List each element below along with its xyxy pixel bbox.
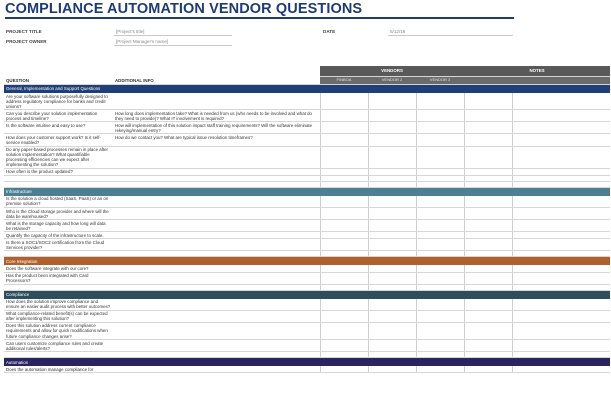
vendor-1-cell[interactable] bbox=[320, 232, 368, 239]
section-title: General, Implementation and Support Questions bbox=[4, 85, 610, 94]
notes-cell-2[interactable] bbox=[512, 310, 610, 322]
additional-info-cell[interactable] bbox=[113, 299, 320, 311]
vendor-1-cell[interactable] bbox=[320, 220, 368, 232]
table-row bbox=[4, 239, 610, 251]
question-cell: How often is the product updated? bbox=[4, 168, 113, 175]
section-header bbox=[4, 187, 610, 196]
notes-cell-2[interactable] bbox=[512, 134, 610, 146]
date-underline bbox=[388, 35, 513, 36]
vendor-3-cell[interactable] bbox=[416, 272, 464, 284]
vendor-2-cell[interactable] bbox=[368, 239, 416, 251]
table-row bbox=[4, 366, 610, 373]
notes-cell-2[interactable] bbox=[512, 272, 610, 284]
vendor-2-cell[interactable] bbox=[368, 340, 416, 352]
vendor-3-cell[interactable] bbox=[416, 146, 464, 168]
notes-cell[interactable] bbox=[464, 322, 512, 339]
vendor-1-cell[interactable] bbox=[320, 134, 368, 146]
notes-cell-2[interactable] bbox=[512, 220, 610, 232]
vendor-3-cell[interactable] bbox=[416, 299, 464, 311]
notes-cell[interactable] bbox=[464, 220, 512, 232]
additional-info-cell[interactable]: How will implementation of this solution impact staff training requirements? Will the software eliminate rekeying/manual entry? bbox=[113, 122, 320, 134]
question-cell: Can you describe your solution implementation process and timeline? bbox=[4, 110, 113, 122]
notes-cell[interactable] bbox=[464, 122, 512, 134]
vendor-1-cell[interactable] bbox=[320, 93, 368, 110]
date-field[interactable]: 5/12/18 bbox=[390, 29, 406, 34]
notes-cell[interactable] bbox=[464, 232, 512, 239]
vendor-1-cell[interactable] bbox=[320, 196, 368, 208]
vendor-2-cell[interactable] bbox=[368, 322, 416, 339]
vendor-3-cell[interactable] bbox=[416, 134, 464, 146]
additional-info-cell[interactable] bbox=[113, 146, 320, 168]
question-header: QUESTION bbox=[4, 66, 113, 85]
vendor-1-cell[interactable] bbox=[320, 299, 368, 311]
question-cell: Does the automation manage compliance for bbox=[4, 366, 113, 373]
vendor-3-cell[interactable] bbox=[416, 366, 464, 373]
table-row bbox=[4, 322, 610, 339]
question-cell: Is the software intuitive and easy to use? bbox=[4, 122, 113, 134]
notes-cell[interactable] bbox=[464, 340, 512, 352]
table-row bbox=[4, 196, 610, 208]
vendor-3-cell[interactable] bbox=[416, 232, 464, 239]
table-row bbox=[4, 220, 610, 232]
vendor-2-cell[interactable] bbox=[368, 220, 416, 232]
vendor-2-cell[interactable] bbox=[368, 310, 416, 322]
vendor-1-cell[interactable] bbox=[320, 366, 368, 373]
notes-cell-2[interactable] bbox=[512, 93, 610, 110]
vendors-header: VENDORS bbox=[320, 66, 464, 77]
table-row bbox=[4, 208, 610, 220]
notes-cell-2[interactable] bbox=[512, 299, 610, 311]
notes-cell[interactable] bbox=[464, 299, 512, 311]
vendor-2-header: VENDOR 2 bbox=[368, 77, 416, 85]
notes-cell[interactable] bbox=[464, 196, 512, 208]
vendor-1-cell[interactable] bbox=[320, 310, 368, 322]
vendor-2-cell[interactable] bbox=[368, 122, 416, 134]
notes-cell-2[interactable] bbox=[512, 322, 610, 339]
notes-cell[interactable] bbox=[464, 93, 512, 110]
vendor-2-cell[interactable] bbox=[368, 272, 416, 284]
question-cell: Does the software integrate with our core? bbox=[4, 265, 113, 272]
notes-cell-2[interactable] bbox=[512, 208, 610, 220]
additional-info-cell[interactable] bbox=[113, 220, 320, 232]
vendor-3-cell[interactable] bbox=[416, 310, 464, 322]
table-row bbox=[4, 122, 610, 134]
vendor-1-cell[interactable] bbox=[320, 208, 368, 220]
date-label: DATE bbox=[323, 29, 336, 34]
notes-cell[interactable] bbox=[464, 208, 512, 220]
question-cell: Do any paper-based processes remain in place after solution implementation? What quantifiable processing efficiencies can we expect after implementing the solution? bbox=[4, 146, 113, 168]
notes-cell[interactable] bbox=[464, 146, 512, 168]
table-row bbox=[4, 272, 610, 284]
additional-info-cell[interactable] bbox=[113, 208, 320, 220]
table-row bbox=[4, 134, 610, 146]
notes-cell-2[interactable] bbox=[512, 168, 610, 175]
table-row bbox=[4, 146, 610, 168]
table-row bbox=[4, 93, 610, 110]
project-title-field[interactable]: [Project's title] bbox=[116, 29, 145, 34]
vendor-3-cell[interactable] bbox=[416, 239, 464, 251]
notes-cell[interactable] bbox=[464, 110, 512, 122]
section-header bbox=[4, 85, 610, 94]
question-cell: Are your software solutions purposefully designed to address regulatory compliance for banks and credit unions? bbox=[4, 93, 113, 110]
table-row bbox=[4, 299, 610, 311]
project-owner-label: PROJECT OWNER bbox=[6, 39, 47, 44]
notes-cell[interactable] bbox=[464, 310, 512, 322]
additional-info-cell[interactable] bbox=[113, 232, 320, 239]
notes-cell[interactable] bbox=[464, 134, 512, 146]
vendor-1-cell[interactable] bbox=[320, 340, 368, 352]
question-cell: Is there a SOC1/SOC2 certification from the Cloud Services provider? bbox=[4, 239, 113, 251]
vendor-3-cell[interactable] bbox=[416, 122, 464, 134]
table-row bbox=[4, 310, 610, 322]
question-cell: Can users customize compliance rules and create additional rules/alerts? bbox=[4, 340, 113, 352]
section-header bbox=[4, 358, 610, 367]
vendor-3-cell[interactable] bbox=[416, 322, 464, 339]
project-title-underline bbox=[114, 35, 232, 36]
vendor-1-cell[interactable] bbox=[320, 122, 368, 134]
section-title: Core Integration bbox=[4, 257, 610, 266]
additional-info-cell[interactable]: How long does implementation take? What is needed from us (who needs to be involved and what do they need to provide)? What IT involvement is required? bbox=[113, 110, 320, 122]
table-row bbox=[4, 168, 610, 175]
question-cell: Does this solution address current compliance requirements and allow for quick modifications when future compliance changes arise? bbox=[4, 322, 113, 339]
notes-cell[interactable] bbox=[464, 272, 512, 284]
vendor-questions-table bbox=[4, 66, 610, 373]
question-cell: How does your customer support work? Is it self-service enabled? bbox=[4, 134, 113, 146]
table-row bbox=[4, 110, 610, 122]
vendor-3-cell[interactable] bbox=[416, 220, 464, 232]
notes-cell-2[interactable] bbox=[512, 340, 610, 352]
question-cell: Quantify the capacity of the infrastructure to scale. bbox=[4, 232, 113, 239]
page-title: COMPLIANCE AUTOMATION VENDOR QUESTIONS bbox=[5, 1, 363, 17]
additional-info-cell[interactable] bbox=[113, 340, 320, 352]
notes-cell-2[interactable] bbox=[512, 146, 610, 168]
section-title: Automation bbox=[4, 358, 610, 367]
question-cell: Has the product been integrated with Card Processors? bbox=[4, 272, 113, 284]
vendor-1-cell[interactable] bbox=[320, 168, 368, 175]
notes-cell-2[interactable] bbox=[512, 196, 610, 208]
vendor-3-cell[interactable] bbox=[416, 196, 464, 208]
notes-subheader bbox=[464, 77, 512, 85]
additional-info-cell[interactable] bbox=[113, 168, 320, 175]
project-owner-underline bbox=[114, 45, 232, 46]
vendor-2-cell[interactable] bbox=[368, 299, 416, 311]
vendor-2-cell[interactable] bbox=[368, 93, 416, 110]
question-cell: What compliance-related benefit(s) can be expected after implementing this solution? bbox=[4, 310, 113, 322]
vendor-2-cell[interactable] bbox=[368, 208, 416, 220]
notes-header: NOTES bbox=[464, 66, 610, 77]
additional-info-cell[interactable]: How do we contact you? What are typical issue resolution timeframes? bbox=[113, 134, 320, 146]
notes-cell-2[interactable] bbox=[512, 122, 610, 134]
project-title-label: PROJECT TITLE bbox=[6, 29, 42, 34]
vendor-1-cell[interactable] bbox=[320, 146, 368, 168]
section-header bbox=[4, 257, 610, 266]
vendor-2-cell[interactable] bbox=[368, 168, 416, 175]
vendor-2-cell[interactable] bbox=[368, 196, 416, 208]
vendor-2-cell[interactable] bbox=[368, 232, 416, 239]
vendor-2-cell[interactable] bbox=[368, 110, 416, 122]
notes-cell-2[interactable] bbox=[512, 232, 610, 239]
notes-cell-2[interactable] bbox=[512, 110, 610, 122]
question-cell: What is the storage capacity and how long will data be retained? bbox=[4, 220, 113, 232]
additional-info-header: ADDITIONAL INFO bbox=[113, 66, 320, 85]
table-row bbox=[4, 232, 610, 239]
table-row bbox=[4, 340, 610, 352]
additional-info-cell[interactable] bbox=[113, 196, 320, 208]
additional-info-cell[interactable] bbox=[113, 239, 320, 251]
vendor-1-cell[interactable] bbox=[320, 239, 368, 251]
title-underline bbox=[5, 17, 514, 19]
section-title: Infrastructure bbox=[4, 187, 610, 196]
vendor-1-cell[interactable] bbox=[320, 272, 368, 284]
vendor-2-cell[interactable] bbox=[368, 146, 416, 168]
project-owner-field[interactable]: [Project Manager's name] bbox=[116, 39, 169, 44]
notes-subheader-2 bbox=[512, 77, 610, 85]
vendor-3-cell[interactable] bbox=[416, 208, 464, 220]
additional-info-cell[interactable] bbox=[113, 93, 320, 110]
vendor-3-header: VENDOR 3 bbox=[416, 77, 464, 85]
vendor-1-header: FINBOA bbox=[320, 77, 368, 85]
additional-info-cell[interactable] bbox=[113, 310, 320, 322]
notes-cell[interactable] bbox=[464, 239, 512, 251]
question-cell: Is the solution a cloud hosted (SaaS, PaaS) or an on premise solution? bbox=[4, 196, 113, 208]
notes-cell[interactable] bbox=[464, 168, 512, 175]
notes-cell-2[interactable] bbox=[512, 239, 610, 251]
vendor-3-cell[interactable] bbox=[416, 340, 464, 352]
vendor-3-cell[interactable] bbox=[416, 93, 464, 110]
vendor-1-cell[interactable] bbox=[320, 322, 368, 339]
question-cell: How does the solution improve compliance and ensure an easier audit process with better outcomes? bbox=[4, 299, 113, 311]
additional-info-cell[interactable] bbox=[113, 366, 320, 373]
vendor-1-cell[interactable] bbox=[320, 110, 368, 122]
notes-cell[interactable] bbox=[464, 366, 512, 373]
notes-cell-2[interactable] bbox=[512, 366, 610, 373]
additional-info-cell[interactable] bbox=[113, 272, 320, 284]
question-cell: Who is the Cloud storage provider and where will the data be warehoused? bbox=[4, 208, 113, 220]
vendor-2-cell[interactable] bbox=[368, 366, 416, 373]
vendor-3-cell[interactable] bbox=[416, 110, 464, 122]
additional-info-cell[interactable] bbox=[113, 322, 320, 339]
vendor-2-cell[interactable] bbox=[368, 134, 416, 146]
vendor-3-cell[interactable] bbox=[416, 168, 464, 175]
section-header bbox=[4, 290, 610, 299]
section-title: Compliance bbox=[4, 290, 610, 299]
